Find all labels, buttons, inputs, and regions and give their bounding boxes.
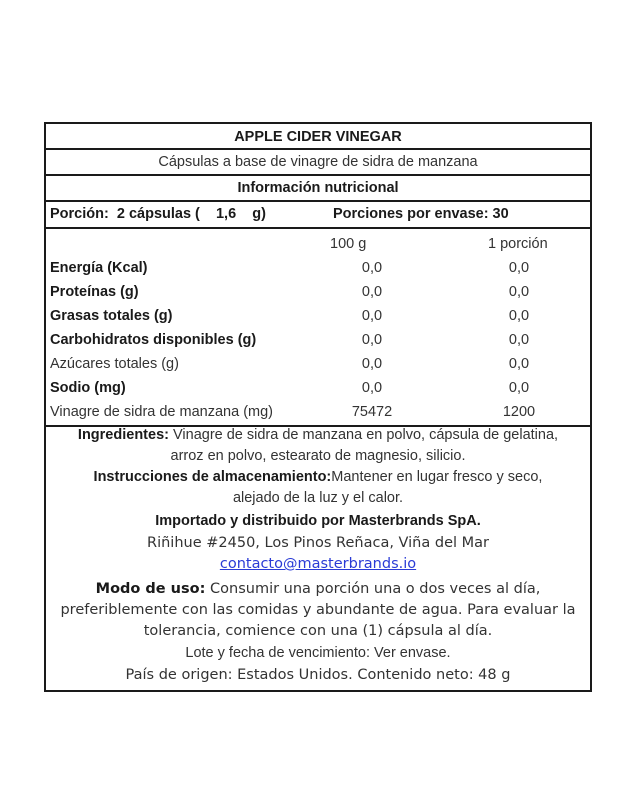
value-per-portion: 0,0 — [508, 380, 530, 396]
section-title: Información nutricional — [46, 176, 590, 202]
value-per-portion: 0,0 — [508, 308, 530, 324]
nutrient-name: Azúcares totales (g) — [50, 356, 179, 372]
value-per-100g: 0,0 — [361, 260, 383, 276]
value-per-100g: 75472 — [351, 404, 393, 420]
portion-row — [46, 202, 590, 229]
email-line — [46, 554, 590, 575]
value-per-portion: 0,0 — [508, 356, 530, 372]
origin-net-content: País de origen: Estados Unidos. Contenido neto: 48 g — [125, 667, 511, 683]
value-per-portion: 0,0 — [508, 284, 530, 300]
usage-line-3: tolerancia, comience con una (1) cápsula al día. — [143, 623, 493, 639]
nutrient-name: Sodio (mg) — [50, 380, 126, 396]
nutrition-row-carbs — [46, 329, 590, 353]
nutrition-table — [46, 229, 590, 427]
nutrition-label — [44, 122, 592, 692]
ingredients-text: Vinagre de sidra de manzana en polvo, cápsula de gelatina, — [168, 427, 559, 443]
nutrition-row-protein — [46, 281, 590, 305]
value-per-100g: 0,0 — [361, 284, 383, 300]
storage-line-1 — [46, 467, 590, 488]
servings-per-container: Porciones por envase: 30 — [333, 206, 509, 222]
nutrient-name: Vinagre de sidra de manzana (mg) — [50, 404, 273, 420]
usage-line-1 — [46, 579, 590, 600]
nutrition-row-sodium — [46, 377, 590, 401]
product-title: APPLE CIDER VINEGAR — [46, 124, 590, 150]
usage-text: Consumir una porción una o dos veces al día, — [205, 581, 541, 597]
nutrient-name: Grasas totales (g) — [50, 308, 173, 324]
nutrition-row-vinegar — [46, 401, 590, 425]
nutrition-row-energy — [46, 257, 590, 281]
importer-line: Importado y distribuido por Masterbrands SpA. — [155, 513, 481, 529]
value-per-100g: 0,0 — [361, 356, 383, 372]
value-per-portion: 1200 — [502, 404, 536, 420]
label-footer — [46, 425, 590, 686]
storage-text: Mantener en lugar fresco y seco, — [331, 469, 543, 485]
lot-expiry: Lote y fecha de vencimiento: Ver envase. — [185, 645, 451, 661]
value-per-100g: 0,0 — [361, 308, 383, 324]
nutrition-row-sugars — [46, 353, 590, 377]
contact-email-link[interactable]: contacto@masterbrands.io — [219, 556, 417, 572]
nutrient-name: Energía (Kcal) — [50, 260, 148, 276]
value-per-portion: 0,0 — [508, 260, 530, 276]
nutrient-name: Proteínas (g) — [50, 284, 139, 300]
usage-label: Modo de uso: — [95, 581, 206, 597]
storage-label: Instrucciones de almacenamiento: — [93, 469, 332, 485]
serving-size: Porción: 2 cápsulas ( 1,6 g) — [50, 206, 266, 222]
usage-line-2: preferiblemente con las comidas y abundante de agua. Para evaluar la — [60, 602, 576, 618]
ingredients-line-2: arroz en polvo, estearato de magnesio, silicio. — [170, 448, 466, 464]
value-per-portion: 0,0 — [508, 332, 530, 348]
column-header-100g: 100 g — [330, 236, 367, 252]
storage-line-2: alejado de la luz y el calor. — [232, 490, 404, 506]
ingredients-line-1 — [46, 425, 590, 446]
importer-address: Riñihue #2450, Los Pinos Reñaca, Viña del Mar — [147, 535, 489, 551]
nutrient-name: Carbohidratos disponibles (g) — [50, 332, 257, 348]
value-per-100g: 0,0 — [361, 332, 383, 348]
column-header-portion: 1 porción — [488, 236, 548, 252]
nutrition-header-row — [46, 233, 590, 257]
value-per-100g: 0,0 — [361, 380, 383, 396]
nutrition-row-fat — [46, 305, 590, 329]
ingredients-label: Ingredientes: — [77, 427, 169, 443]
product-subtitle: Cápsulas a base de vinagre de sidra de manzana — [46, 150, 590, 176]
